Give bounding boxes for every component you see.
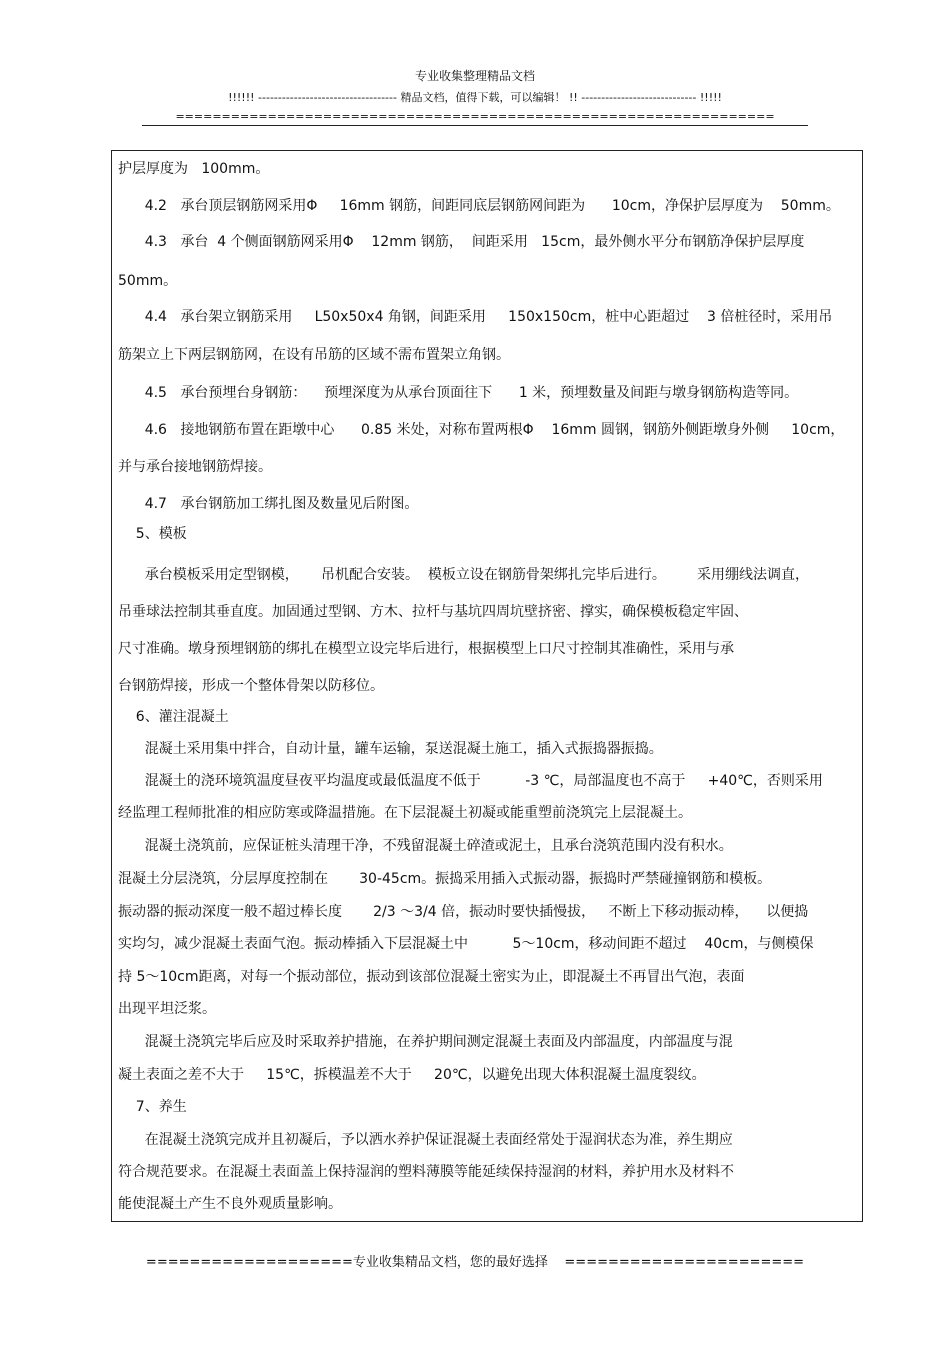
text-line: 在混凝土浇筑完成并且初凝后，予以洒水养护保证混凝土表面经常处于湿润状态为准，养生期应 (118, 1132, 733, 1148)
text-line: 经监理工程师批准的相应防寒或降温措施。在下层混凝土初凝或能重塑前浇筑完上层混凝土。 (118, 805, 692, 821)
text-line: 4.7 承台钢筋加工绑扎图及数量见后附图。 (118, 496, 419, 512)
text-line: 护层厚度为 100mm。 (118, 161, 270, 177)
text-line: 混凝土浇筑前，应保证桩头清理干净，不残留混凝土碎渣或泥土，且承台浇筑范围内没有积水。 (118, 838, 733, 854)
text-line: 混凝土的浇环境筑温度昼夜平均温度或最低温度不低于 -3 ℃，局部温度也不高于 +40℃，否则采用 (118, 773, 823, 789)
text-line: 并与承台接地钢筋焊接。 (118, 459, 272, 475)
text-line: 4.5 承台预埋台身钢筋： 预埋深度为从承台顶面往下 1 米，预埋数量及间距与墩身钢筋构造等同。 (118, 385, 799, 401)
text-line: 凝土表面之差不大于 15℃，拆模温差不大于 20℃，以避免出现大体积混凝土温度裂纹。 (118, 1067, 706, 1083)
text-line: 吊垂球法控制其垂直度。加固通过型钢、方木、拉杆与基坑四周坑壁挤密、撑实，确保模板稳定牢固、 (118, 604, 748, 620)
text-line: 4.2 承台顶层钢筋网采用Φ 16mm 钢筋，间距同底层钢筋网间距为 10cm，净保护层厚度为 50mm。 (118, 198, 840, 214)
text-line: 4.3 承台 4 个侧面钢筋网采用Φ 12mm 钢筋， 间距采用 15cm，最外侧水平分布钢筋净保护层厚度 (118, 234, 805, 250)
text-line: 实均匀，减少混凝土表面气泡。振动棒插入下层混凝土中 5～10cm，移动间距不超过 40cm，与侧模保 (118, 936, 814, 952)
text-line: 持 5～10cm距离，对每一个振动部位，振动到该部位混凝土密实为止，即混凝土不再冒出气泡，表面 (118, 969, 745, 985)
text-line: 符合规范要求。在混凝土表面盖上保持湿润的塑料薄膜等能延续保持湿润的材料，养护用水及材料不 (118, 1164, 734, 1180)
text-line: 承台模板采用定型钢模， 吊机配合安装。 模板立设在钢筋骨架绑扎完毕后进行。 采用绷线法调直， (118, 567, 810, 583)
header-title: 专业收集整理精品文档 (414, 69, 535, 83)
header-separator: ================================================================= (175, 110, 775, 123)
text-line: 筋架立上下两层钢筋网，在设有吊筋的区域不需布置架立角钢。 (118, 347, 510, 363)
text-line: 出现平坦泛浆。 (118, 1001, 216, 1017)
text-line: 混凝土浇筑完毕后应及时采取养护措施，在养护期间测定混凝土表面及内部温度，内部温度与混 (118, 1034, 733, 1050)
text-line: 混凝土分层浇筑，分层厚度控制在 30-45cm。振捣采用插入式振动器，振捣时严禁碰撞钢筋和模板。 (118, 871, 772, 887)
footer-text: ===================专业收集精品文档，您的最好选择 ====================== (145, 1255, 805, 1270)
text-line: 4.6 接地钢筋布置在距墩中心 0.85 米处，对称布置两根Φ 16mm 圆钢，钢筋外侧距墩身外侧 10cm， (118, 422, 845, 438)
text-line: 尺寸准确。墩身预埋钢筋的绑扎在模型立设完毕后进行，根据模型上口尺寸控制其准确性，采用与承 (118, 641, 734, 657)
header-banner: !!!!!! ----------------------------------- 精品文档，值得下载，可以编辑！ !! ----------------------------- !!!!! (228, 91, 722, 104)
text-line: 振动器的振动深度一般不超过棒长度 2/3 ～3/4 倍，振动时要快插慢拔， 不断上下移动振动棒， 以便捣 (118, 904, 809, 920)
section-heading: 5、模板 (118, 526, 187, 542)
text-line: 4.4 承台架立钢筋采用 L50x50x4 角钢，间距采用 150x150cm，桩中心距超过 3 倍桩径时，采用吊 (118, 309, 833, 325)
text-line: 50mm。 (118, 273, 178, 289)
header-rule (142, 125, 808, 126)
text-line: 台钢筋焊接，形成一个整体骨架以防移位。 (118, 678, 384, 694)
text-line: 混凝土采用集中拌合，自动计量，罐车运输，泵送混凝土施工，插入式振捣器振捣。 (118, 741, 663, 757)
section-heading: 6、灌注混凝土 (118, 709, 229, 725)
section-heading: 7、养生 (118, 1099, 187, 1115)
text-line: 能使混凝土产生不良外观质量影响。 (118, 1196, 342, 1212)
